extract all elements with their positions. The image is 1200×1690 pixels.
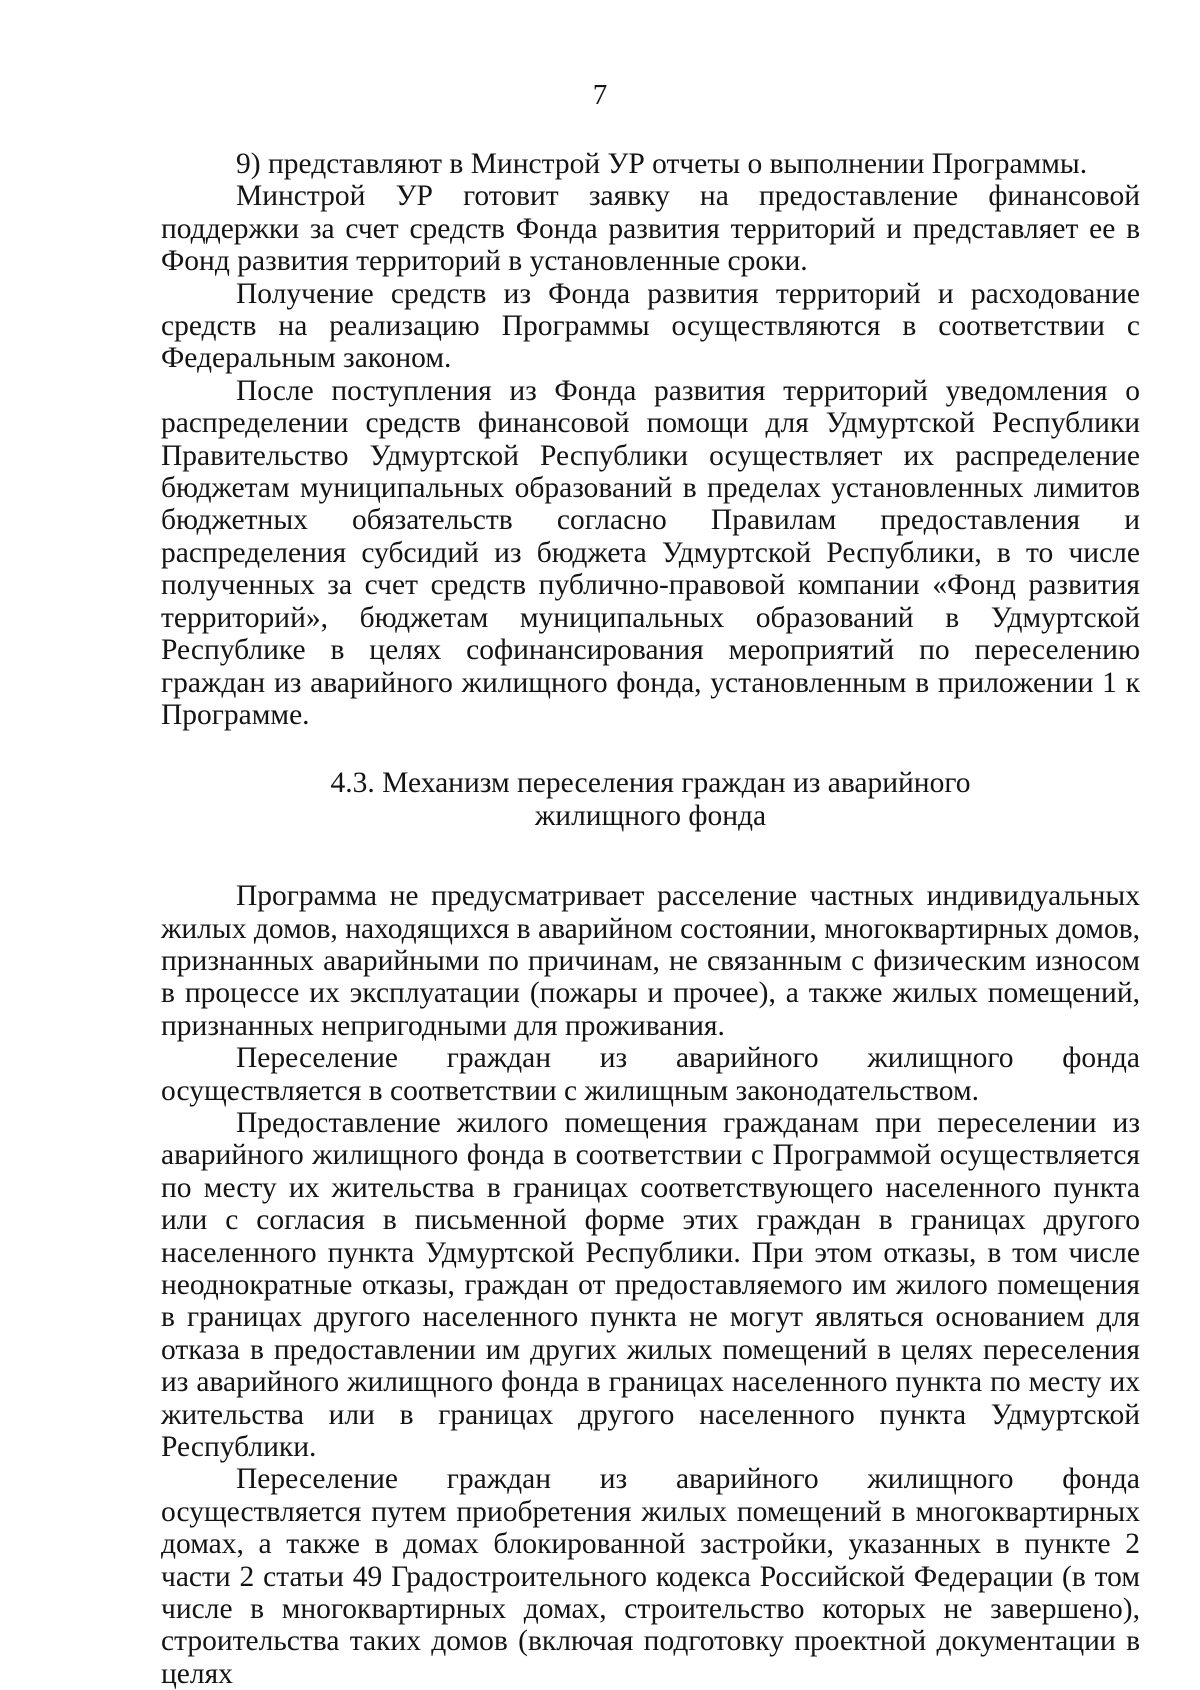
paragraph: Переселение граждан из аварийного жилищного фонда осуществляется путем приобретения жилых помещений в многоквартирных домах, а также в домах блокированной застройки, указанных в пункте 2 части 2 статьи 49 Градостроительного кодекса Российской Федерации (в том числе в многоквартирных домах, строительство которых не завершено), строительства таких домов (включая подготовку проектной документации в целях: [161, 1463, 1140, 1690]
paragraph: Получение средств из Фонда развития территорий и расходование средств на реализацию Программы осуществляются в соответствии с Федеральным законом.: [161, 277, 1140, 375]
paragraph: 9) представляют в Минстрой УР отчеты о выполнении Программы.: [236, 148, 1088, 180]
section-heading-line-2: жилищного фонда: [534, 799, 767, 832]
section-funding-procedure: [161, 148, 1140, 731]
section-heading-line-1: 4.3. Механизм переселения граждан из аварийного: [330, 767, 971, 800]
paragraph: Предоставление жилого помещения гражданам при переселении из аварийного жилищного фонда в соответствии с Программой осуществляется по месту их жительства в границах соответствующего населенного пункта или с согласия в письменной форме этих граждан в границах другого населенного пункта Удмуртской Республики. При этом отказы, в том числе неоднократные отказы, граждан от предоставляемого им жилого помещения в границах другого населенного пункта не могут являться основанием для отказа в предоставлении им других жилых помещений в целях переселения из аварийного жилищного фонда в границах населенного пункта по месту их жительства или в границах другого населенного пункта Удмуртской Республики.: [161, 1106, 1140, 1464]
document-body: [161, 148, 1140, 1690]
section-heading: [161, 767, 1140, 832]
paragraph: Программа не предусматривает расселение частных индивидуальных жилых домов, находящихся в аварийном состоянии, многоквартирных домов, признанных аварийными по причинам, не связанным с физическим износом в процессе их эксплуатации (пожары и прочее), а также жилых помещений, признанных непригодными для проживания.: [161, 880, 1140, 1042]
paragraph: После поступления из Фонда развития территорий уведомления о распределении средств финансовой помощи для Удмуртской Республики Правительство Удмуртской Республики осуществляет их распределение бюджетам муниципальных образований в пределах установленных лимитов бюджетных обязательств согласно Правилам предоставления и распределения субсидий из бюджета Удмуртской Республики, в то числе полученных за счет средств публично-правовой компании «Фонд развития территорий», бюджетам муниципальных образований в Удмуртской Республике в целях софинансирования мероприятий по переселению граждан из аварийного жилищного фонда, установленным в приложении 1 к Программе.: [161, 374, 1140, 731]
paragraph: Минстрой УР готовит заявку на предоставление финансовой поддержки за счет средств Фонда развития территорий и представляет ее в Фонд развития территорий в установленные сроки.: [161, 180, 1140, 278]
page-number: 7: [592, 79, 608, 111]
paragraph: Переселение граждан из аварийного жилищного фонда осуществляется в соответствии с жилищным законодательством.: [161, 1042, 1140, 1107]
section-resettlement-mechanism: [161, 880, 1140, 1690]
